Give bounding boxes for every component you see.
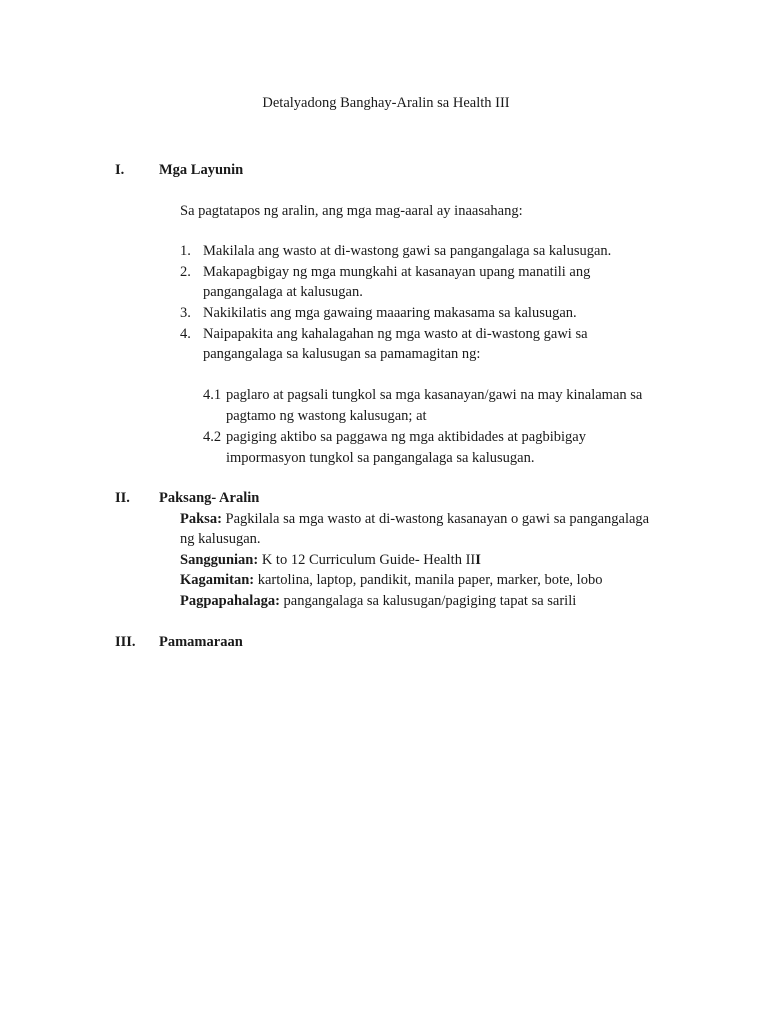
- objective-4-text-line-2: pangangalaga sa kalusugan sa pamamagitan ng:: [203, 346, 481, 362]
- field-pagpapahalaga-value: pangangalaga sa kalusugan/pagiging tapat sa sarili: [283, 593, 577, 609]
- section-2-numeral: II.: [115, 490, 130, 506]
- section-2-heading: Paksang- Aralin: [159, 490, 260, 506]
- section-3-numeral: III.: [115, 634, 136, 650]
- section-1-numeral: I.: [115, 162, 125, 178]
- field-paksa-value-line-2: ng kalusugan.: [180, 531, 261, 547]
- objective-2-text-line-2: pangangalaga at kalusugan.: [203, 284, 363, 300]
- section-1-heading: Mga Layunin: [159, 162, 244, 178]
- objective-3-number: 3.: [180, 305, 191, 321]
- field-kagamitan-label: Kagamitan:: [180, 572, 255, 588]
- field-sanggunian-value-suffix: I: [475, 552, 481, 568]
- field-paksa-value-line-1: Pagkilala sa mga wasto at di-wastong kasanayan o gawi sa pangangalaga: [225, 511, 650, 527]
- field-kagamitan-value: kartolina, laptop, pandikit, manila paper, marker, bote, lobo: [257, 572, 603, 588]
- objective-4-text-line-1: Naipapakita ang kahalagahan ng mga wasto at di-wastong gawi sa: [203, 326, 588, 342]
- field-paksa: [180, 509, 649, 530]
- section-3-heading: Pamamaraan: [159, 634, 243, 650]
- document-title: Detalyadong Banghay-Aralin sa Health III: [262, 95, 510, 111]
- field-kagamitan: [180, 570, 602, 591]
- field-sanggunian-value: K to 12 Curriculum Guide- Health II: [261, 552, 476, 568]
- sub-objective-4-2-number: 4.2: [203, 429, 222, 445]
- objective-1-text: Makilala ang wasto at di-wastong gawi sa pangangalaga sa kalusugan.: [203, 243, 612, 259]
- field-sanggunian: [180, 550, 481, 571]
- sub-objective-4-1-text-line-1: paglaro at pagsali tungkol sa mga kasanayan/gawi na may kinalaman sa: [226, 387, 643, 403]
- sub-objective-4-1-number: 4.1: [203, 387, 222, 403]
- field-pagpapahalaga: [180, 591, 576, 612]
- sub-objective-4-1-text-line-2: pagtamo ng wastong kalusugan; at: [226, 408, 427, 424]
- field-paksa-label: Paksa:: [180, 511, 222, 527]
- field-sanggunian-label: Sanggunian:: [180, 552, 259, 568]
- objectives-intro: Sa pagtatapos ng aralin, ang mga mag-aaral ay inaasahang:: [180, 203, 523, 219]
- sub-objective-4-2-text-line-1: pagiging aktibo sa paggawa ng mga aktibidades at pagbibigay: [226, 429, 586, 445]
- sub-objective-4-2-text-line-2: impormasyon tungkol sa pangangalaga sa kalusugan.: [226, 450, 535, 466]
- field-pagpapahalaga-label: Pagpapahalaga:: [180, 593, 280, 609]
- objective-4-number: 4.: [180, 326, 191, 342]
- objective-2-text-line-1: Makapagbigay ng mga mungkahi at kasanayan upang manatili ang: [203, 264, 591, 280]
- objective-1-number: 1.: [180, 243, 191, 259]
- objective-2-number: 2.: [180, 264, 191, 280]
- objective-3-text: Nakikilatis ang mga gawaing maaaring makasama sa kalusugan.: [203, 305, 577, 321]
